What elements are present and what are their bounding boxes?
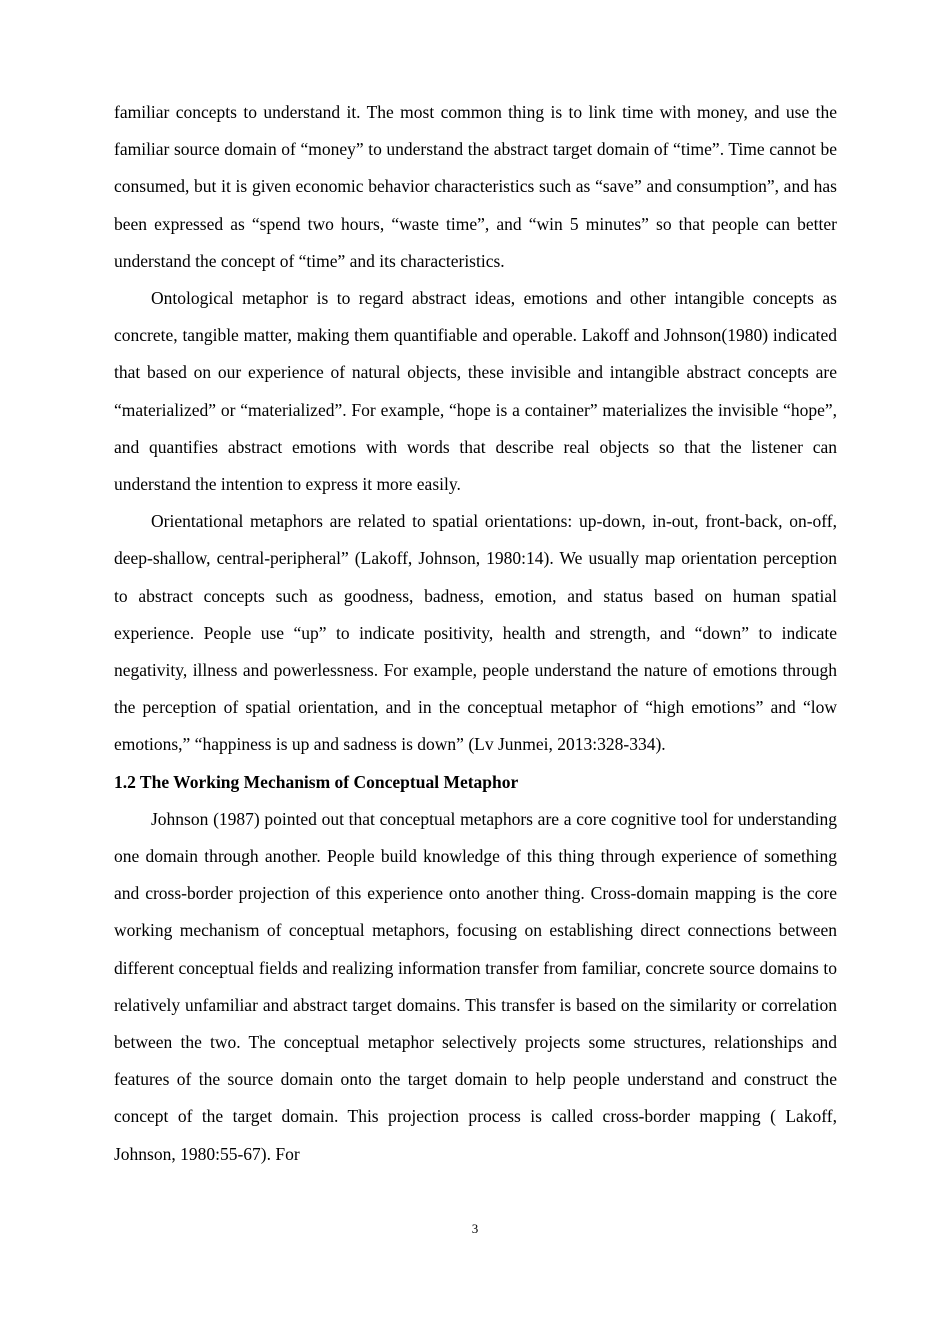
section-heading: 1.2 The Working Mechanism of Conceptual Metaphor [114,771,519,792]
paragraph-working-mechanism: Johnson (1987) pointed out that conceptual metaphors are a core cognitive tool for understanding one domain through another. People build knowledge of this thing through experience of something and cross-border projection of this experience onto another thing. Cross-domain mapping is the core working mechanism of conceptual metaphors, focusing on establishing direct connections between different conceptual fields and realizing information transfer from familiar, concrete source domains to relatively unfamiliar and abstract target domains. This transfer is based on the similarity or correlation between the two. The conceptual metaphor selectively projects some structures, relationships and features of the source domain onto the target domain to help people understand and construct the concept of the target domain. This projection process is called cross-border mapping ( Lakoff, Johnson, 1980:55-67). For [114,808,837,1164]
page-body [114,94,837,1173]
page-number: 3 [471,1221,479,1236]
paragraph-orientational-metaphor: Orientational metaphors are related to spatial orientations: up-down, in-out, front-back, on-off, deep-shallow, central-peripheral” (Lakoff, Johnson, 1980:14). We usually map orientation perception to abstract concepts such as goodness, badness, emotion, and status based on human spatial experience. People use “up” to indicate positivity, health and strength, and “down” to indicate negativity, illness and powerlessness. For example, people understand the nature of emotions through the perception of spatial orientation, and in the conceptual metaphor of “high emotions” and “low emotions,” “happiness is up and sadness is down” (Lv Junmei, 2013:328-334). [114,511,837,755]
paragraph-time-money: familiar concepts to understand it. The most common thing is to link time with money, and use the familiar source domain of “money” to understand the abstract target domain of “time”. Time cannot be consumed, but it is given economic behavior characteristics such as “save” and consumption”, and has been expressed as “spend two hours, “waste time”, and “win 5 minutes” so that people can better understand the concept of “time” and its characteristics. [114,102,837,271]
paragraph-ontological-metaphor: Ontological metaphor is to regard abstract ideas, emotions and other intangible concepts as concrete, tangible matter, making them quantifiable and operable. Lakoff and Johnson(1980) indicated that based on our experience of natural objects, these invisible and intangible abstract concepts are “materialized” or “materialized”. For example, “hope is a container” materializes the invisible “hope”, and quantifies abstract emotions with words that describe real objects so that the listener can understand the intention to express it more easily. [114,288,837,495]
